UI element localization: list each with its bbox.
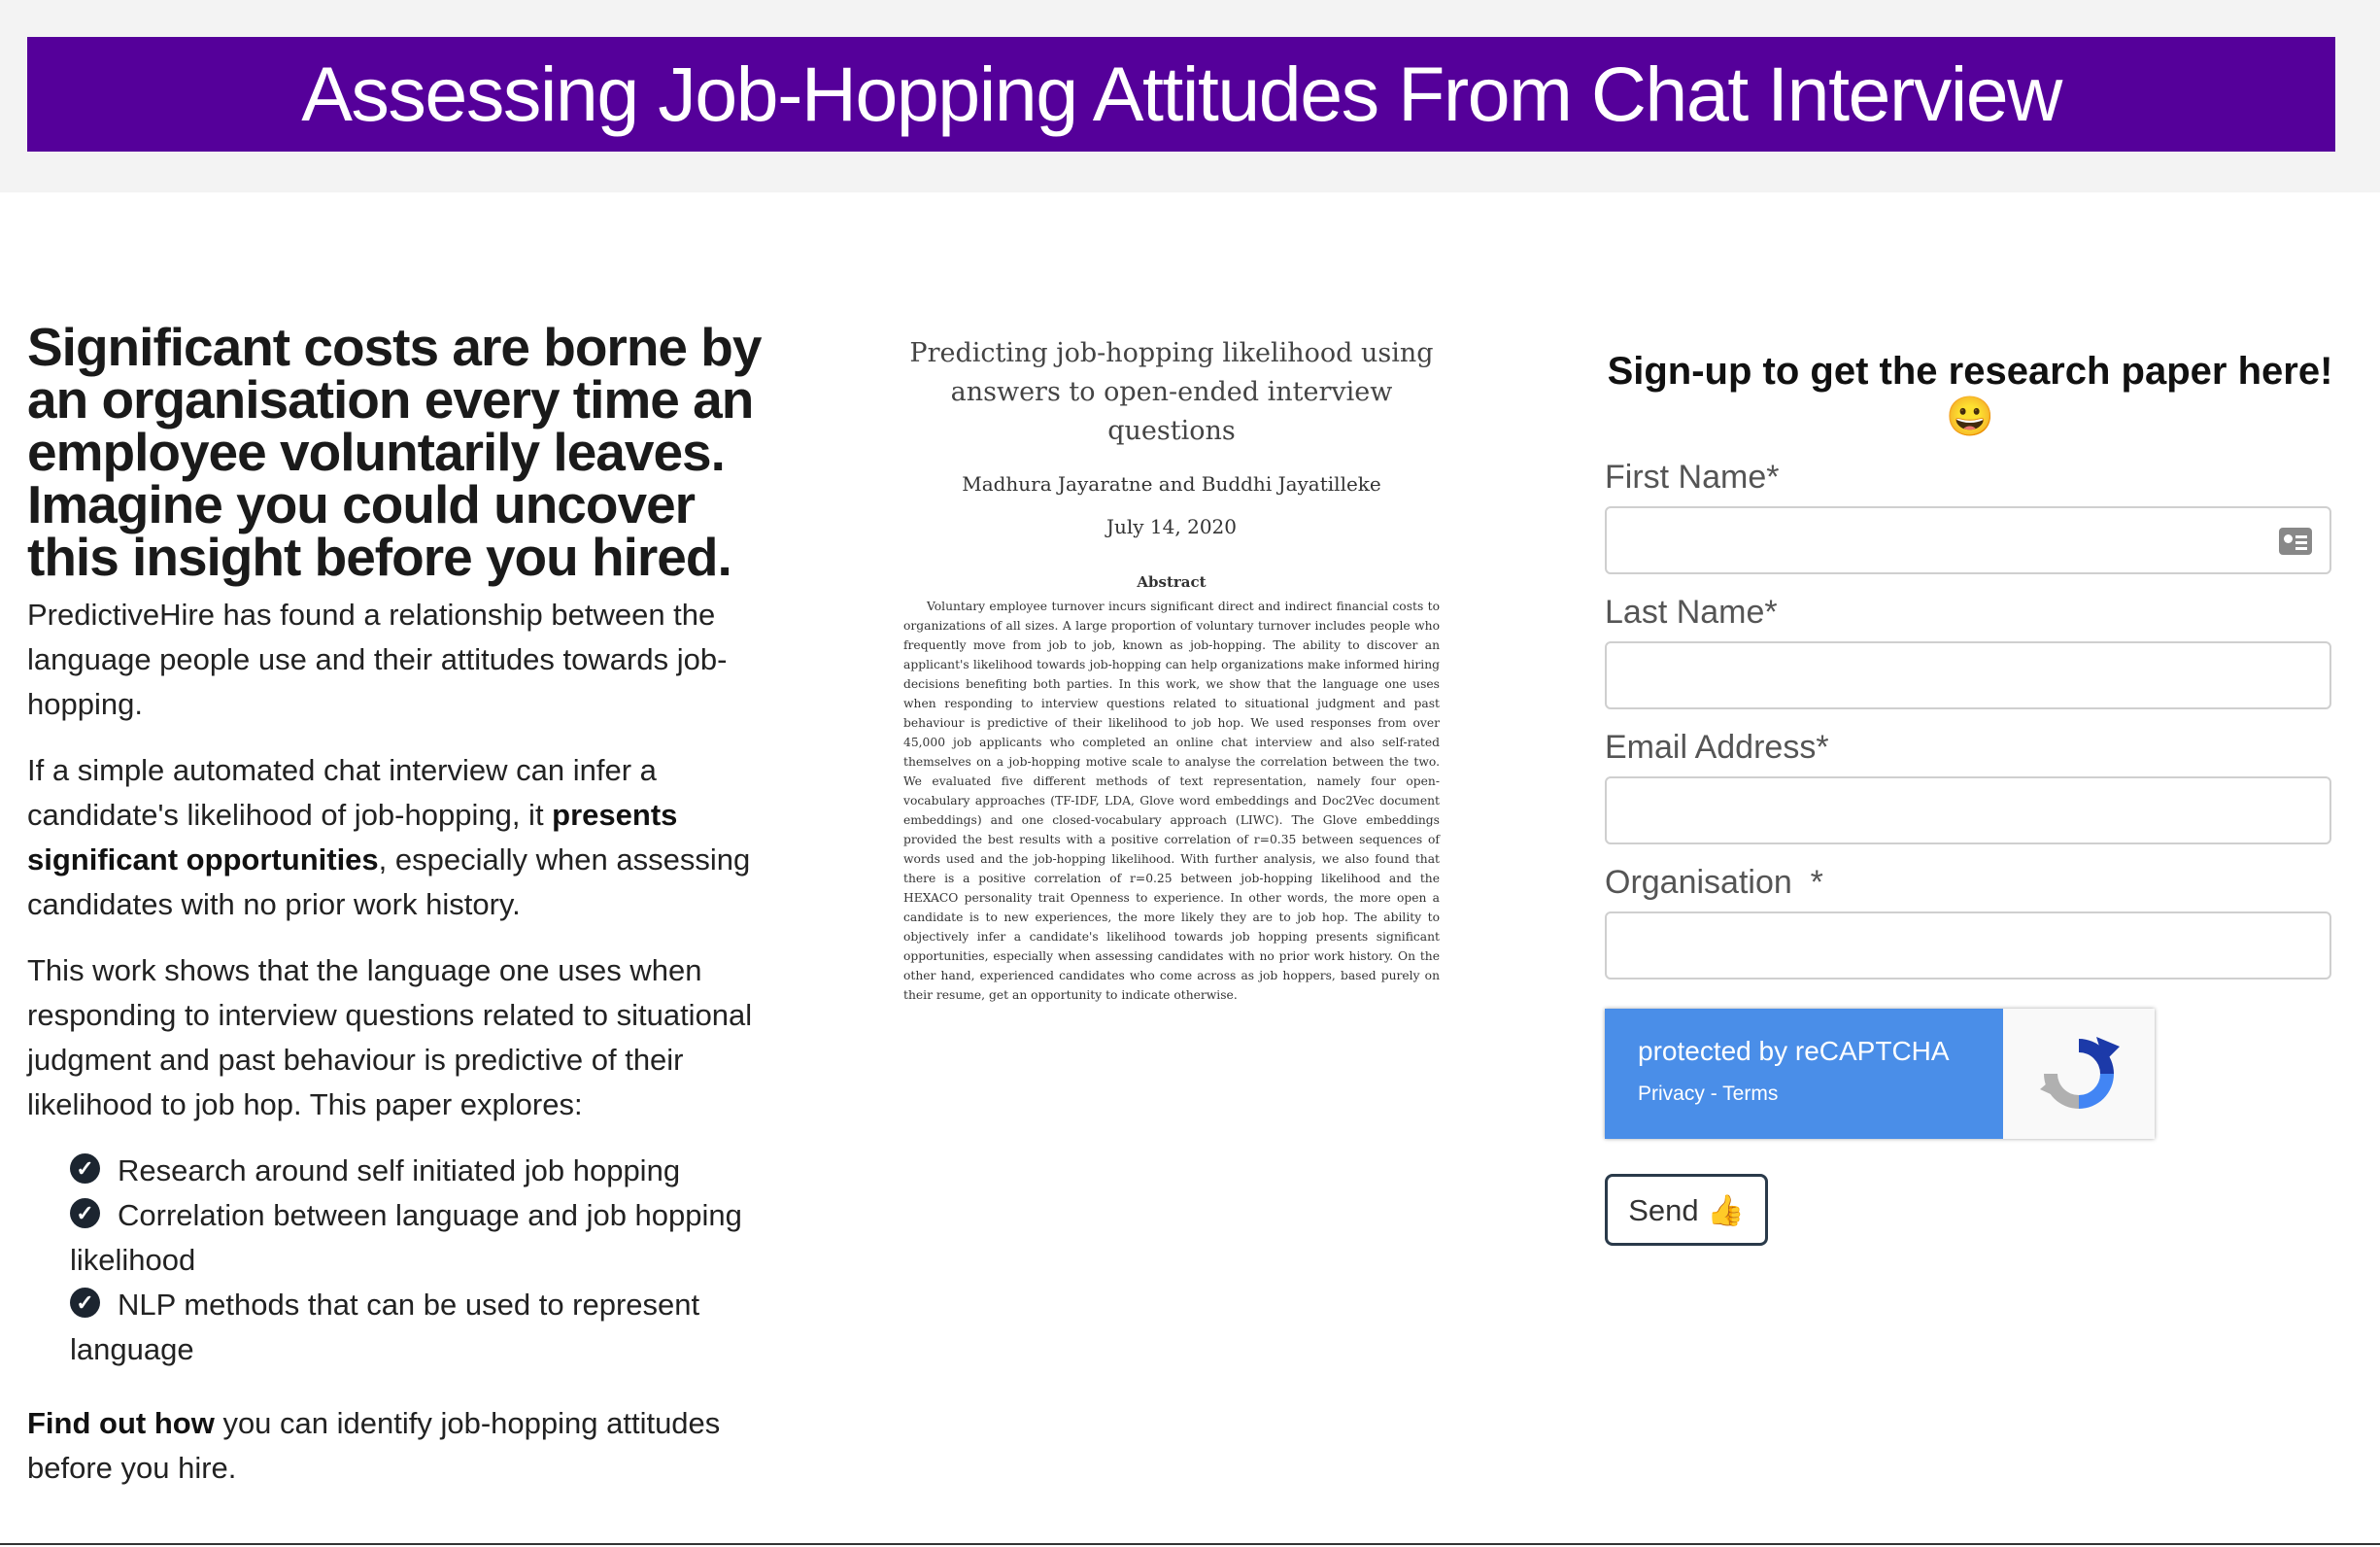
opportunity-paragraph	[27, 748, 775, 927]
terms-link[interactable]: Terms	[1722, 1083, 1779, 1105]
p2-text-a: If a simple automated chat interview can infer a candidate's likelihood of job-hopping, it	[27, 753, 657, 832]
list-item	[70, 1283, 775, 1372]
intro-paragraph: PredictiveHire has found a relationship between the language people use and their attitudes towards job-hopping.	[27, 598, 728, 721]
check-circle-icon: ✓	[70, 1153, 100, 1184]
abstract-text: Voluntary employee turnover incurs significant direct and indirect financial costs to organizations of all sizes. A large proportion of voluntary turnover includes people who frequently move from job to job, known as job-hopping. The ability to discover an applicant's likelihood towards job-hopping can help organizations make informed hiring decisions benefiting both parties. In this work, we show that the language one uses when responding to interview questions related to situational judgment and past behaviour is predictive of their likelihood to job hop. We used responses from over 45,000 job applicants who completed an online chat interview and also self-rated themselves on a job-hopping motive scale to analyse the correlation between the two. We evaluated five different methods of text representation, namely four open-vocabulary approaches (TF-IDF, LDA, Glove word embeddings and Doc2Vec document embeddings) and one closed-vocabulary approach (LIWC). The Glove embeddings provided the best results with a positive correlation of r=0.35 between sequences of words used and the job-hopping likelihood. With further analysis, we also found that there is a positive correlation of r=0.25 between job-hopping likelihood and the HEXACO personality trait Openness to experience. In other words, the more open a candidate is to new experiences, the more likely they are to job hop. The ability to objectively infer a candidate's likelihood towards job hopping presents significant opportunities, especially when assessing candidates with no prior work history. On the other hand, experienced candidates who come across as job hoppers, based purely on their resume, get an opportunity to indicate otherwise.	[903, 600, 1440, 1002]
recaptcha-logo-icon	[2032, 1027, 2125, 1120]
paper-preview	[903, 334, 1440, 1005]
list-item-text: Research around self initiated job hopping	[118, 1153, 681, 1187]
list-item	[70, 1149, 775, 1193]
cta-paragraph	[27, 1401, 775, 1491]
abstract-heading: Abstract	[1137, 573, 1207, 591]
bottom-divider	[0, 1543, 2380, 1545]
cta-bold: Find out how	[27, 1406, 215, 1440]
last-name-input[interactable]	[1605, 641, 2331, 709]
privacy-link[interactable]: Privacy	[1638, 1083, 1705, 1105]
first-name-input[interactable]	[1605, 506, 2331, 574]
send-button[interactable]: Send 👍	[1605, 1174, 1768, 1246]
first-name-label: First Name*	[1605, 459, 1780, 496]
cta-text: you can identify job-hopping attitudes before you hire.	[27, 1406, 721, 1485]
check-circle-icon: ✓	[70, 1198, 100, 1228]
headline: Significant costs are borne by an organisation every time an employee voluntarily leaves. Imagine you could uncover this insight before you hired.	[27, 317, 762, 587]
organisation-label: Organisation *	[1605, 864, 1823, 901]
signup-form	[1605, 330, 2335, 1246]
contact-card-icon[interactable]	[2279, 528, 2312, 555]
intro-section	[27, 317, 775, 1491]
list-item-text: Correlation between language and job hopping likelihood	[70, 1198, 742, 1277]
last-name-label: Last Name*	[1605, 594, 1778, 631]
recaptcha-logo-icon	[2003, 1009, 2155, 1139]
email-label: Email Address*	[1605, 729, 1829, 766]
page-title: Assessing Job-Hopping Attitudes From Chat Interview	[301, 51, 2061, 137]
check-circle-icon: ✓	[70, 1288, 100, 1318]
recaptcha-badge	[1605, 1009, 2003, 1139]
p2-text-b: , especially when assessing candidates with no prior work history.	[27, 842, 751, 921]
explores-paragraph: This work shows that the language one uses when responding to interview questions related to situational judgment and past behaviour is predictive of their likelihood to job hop. This paper explores:	[27, 953, 753, 1121]
recaptcha-widget[interactable]	[1605, 1009, 2155, 1139]
p2-bold: presents significant opportunities	[27, 798, 678, 877]
organisation-input[interactable]	[1605, 911, 2331, 980]
paper-title: Predicting job-hopping likelihood using answers to open-ended interview questions	[909, 338, 1434, 446]
form-title: Sign-up to get the research paper here! 😀	[1607, 350, 2333, 438]
link-separator: -	[1704, 1083, 1723, 1105]
paper-date: July 14, 2020	[1105, 515, 1237, 538]
email-input[interactable]	[1605, 776, 2331, 844]
topics-list	[70, 1149, 775, 1372]
list-item-text: NLP methods that can be used to represent language	[70, 1288, 700, 1366]
paper-authors: Madhura Jayaratne and Buddhi Jayatilleke	[962, 472, 1381, 496]
page-title-banner	[27, 37, 2335, 152]
list-item	[70, 1193, 775, 1283]
recaptcha-title: protected by reCAPTCHA	[1638, 1036, 1950, 1066]
header-band	[0, 0, 2380, 192]
recaptcha-links	[1638, 1083, 2003, 1106]
